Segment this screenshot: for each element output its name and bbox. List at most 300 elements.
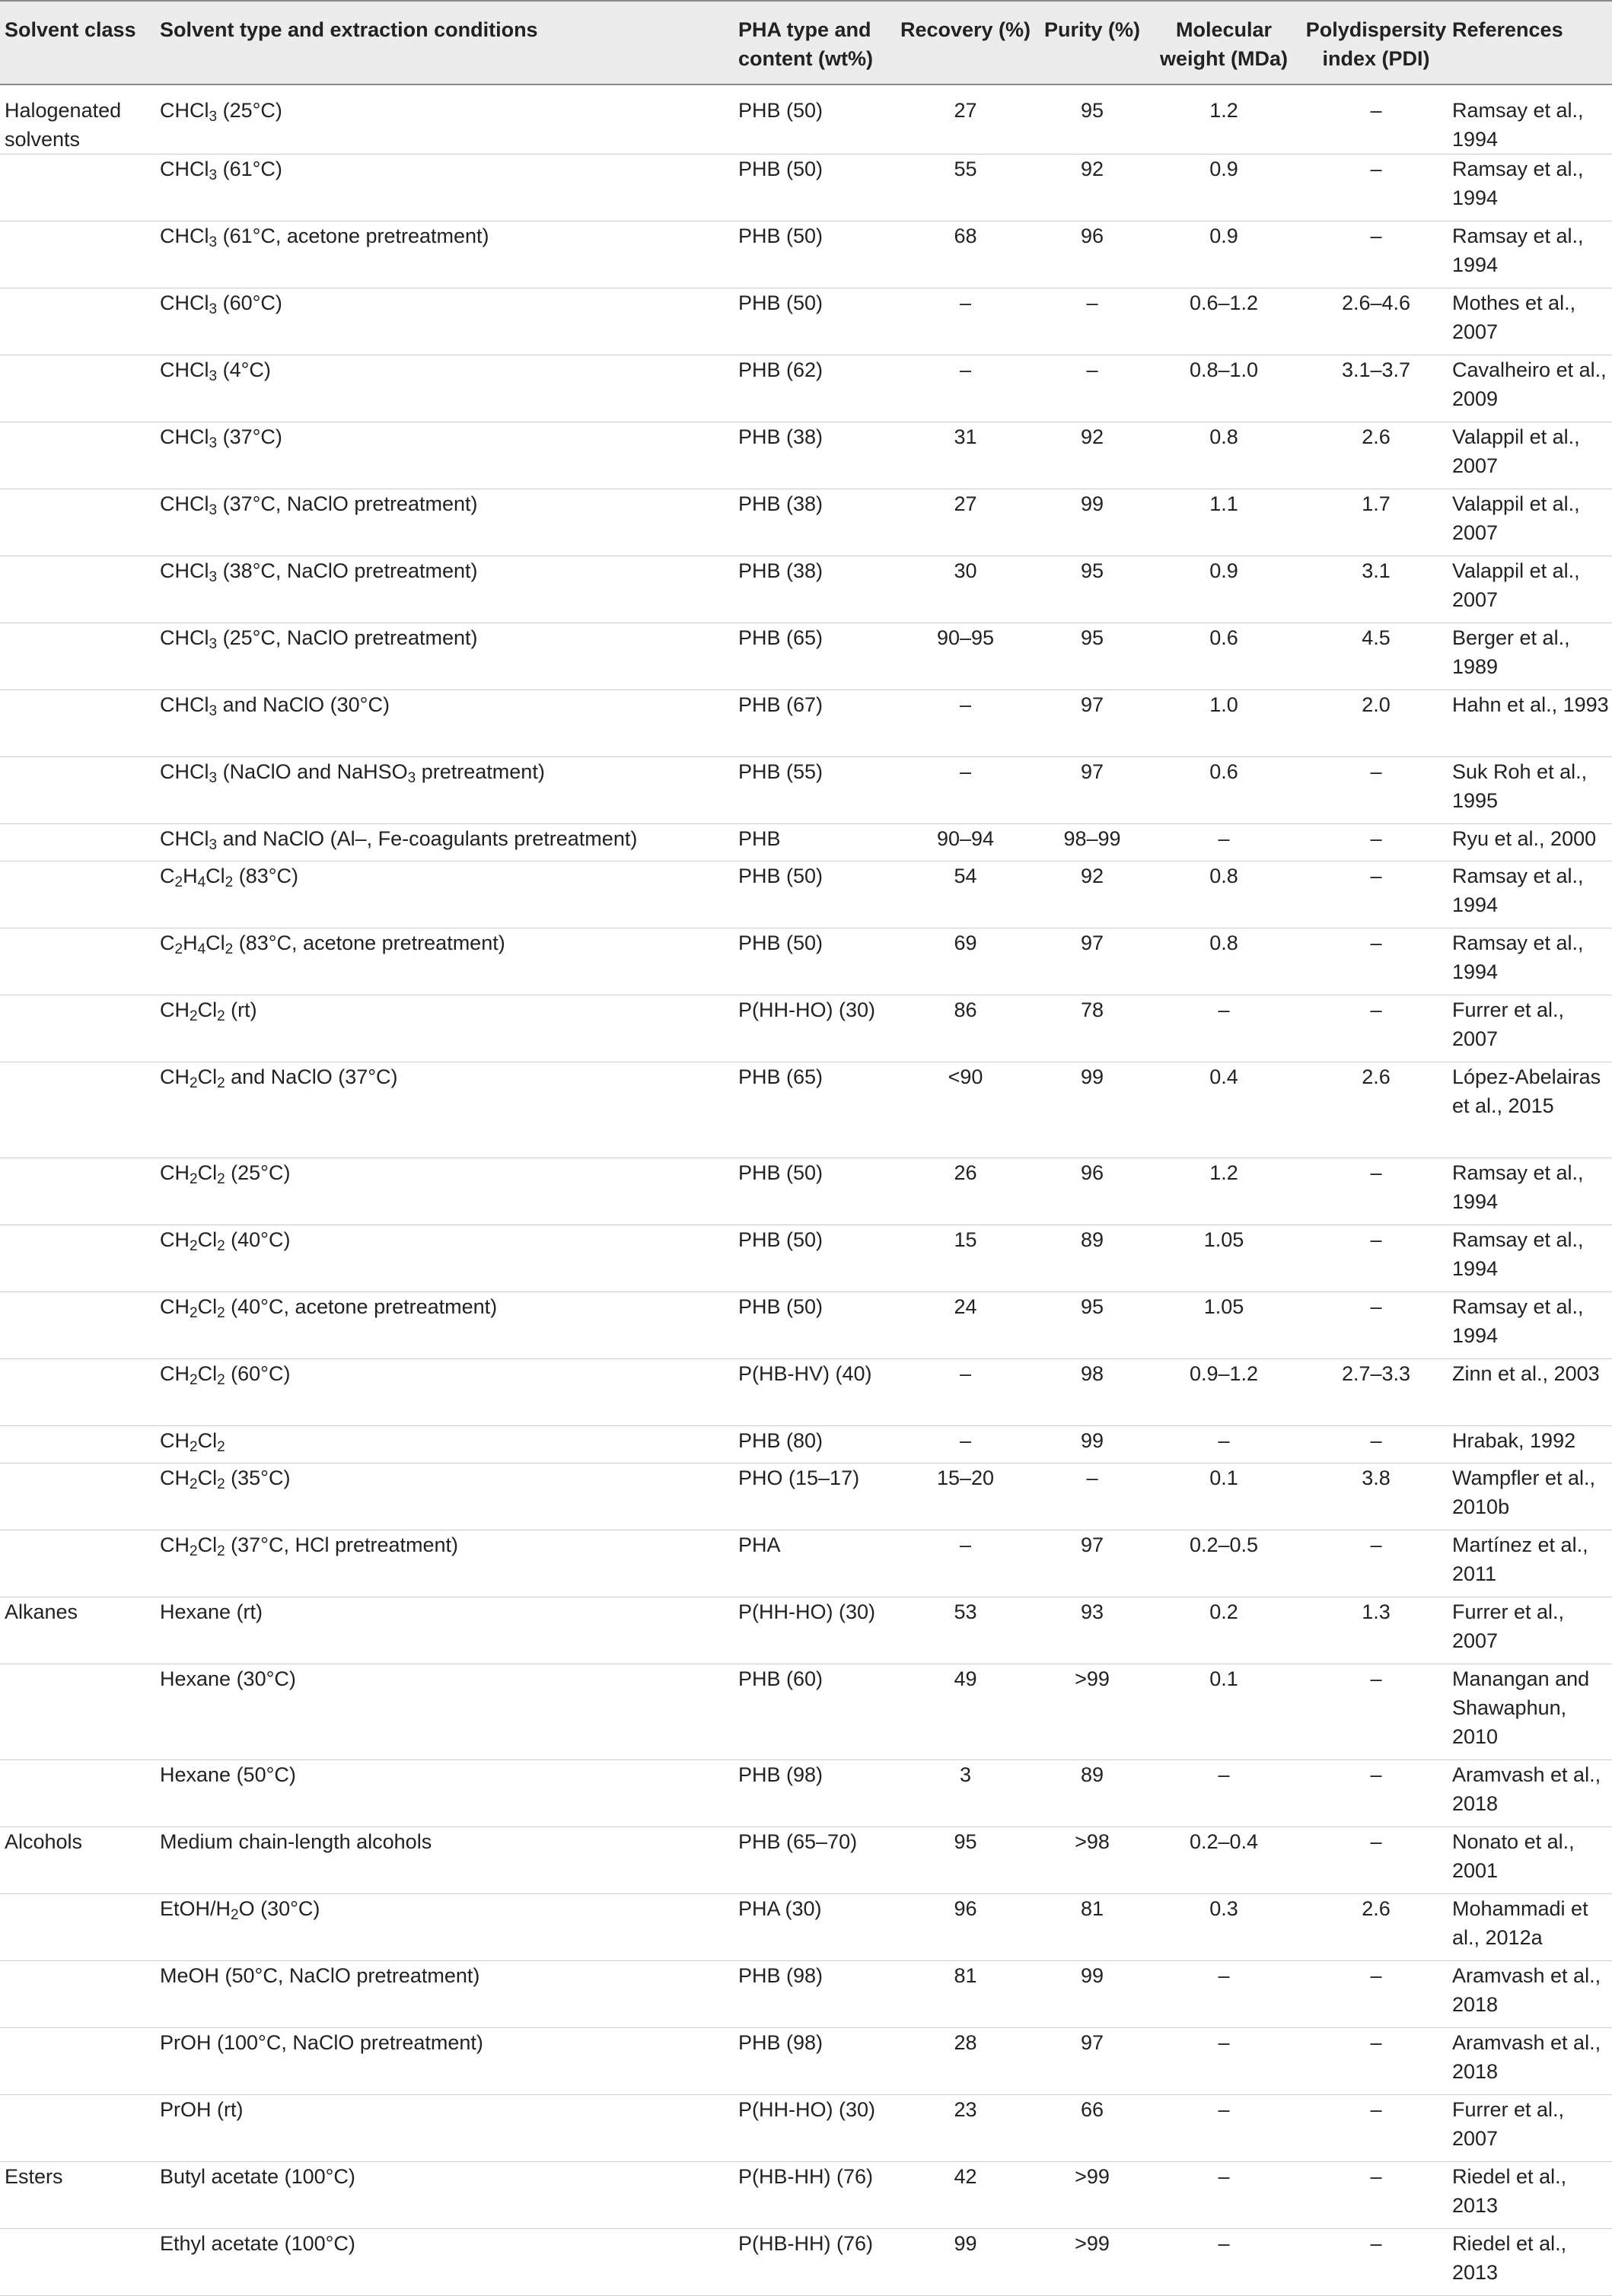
cell-pdi: –: [1300, 1225, 1452, 1292]
cell-solvent-type: $CH_2Cl_2$ (40°C, acetone pretreatment): [160, 1292, 738, 1359]
cell-recovery: 95: [894, 1827, 1037, 1894]
cell-solvent-type: CHCl$_3$ (61°C): [160, 154, 738, 221]
cell-pha-type: PHB (38): [738, 489, 894, 556]
cell-reference: Valappil et al., 2007: [1452, 422, 1612, 489]
cell-solvent-class: [0, 1292, 160, 1359]
cell-recovery: 86: [894, 995, 1037, 1062]
cell-purity: 92: [1037, 154, 1148, 221]
cell-solvent-type: $CH_2Cl_2$ (40°C): [160, 1225, 738, 1292]
cell-pdi: –: [1300, 84, 1452, 154]
cell-pdi: 3.1: [1300, 556, 1452, 623]
cell-molecular-weight: 0.2–0.4: [1148, 1827, 1300, 1894]
header-solvent-type: Solvent type and extraction conditions: [160, 1, 738, 84]
cell-reference: Aramvash et al., 2018: [1452, 2028, 1612, 2095]
cell-solvent-class: [0, 757, 160, 824]
cell-recovery: 26: [894, 1158, 1037, 1225]
cell-molecular-weight: 0.1: [1148, 1463, 1300, 1530]
cell-pha-type: P(HB-HH) (76): [738, 2162, 894, 2229]
cell-pdi: –: [1300, 995, 1452, 1062]
cell-molecular-weight: –: [1148, 2095, 1300, 2162]
cell-recovery: 23: [894, 2095, 1037, 2162]
cell-solvent-type: EtOH/$H_2O$ (30°C): [160, 1894, 738, 1961]
cell-solvent-type: Ethyl acetate (100°C): [160, 2229, 738, 2296]
cell-recovery: 24: [894, 1292, 1037, 1359]
cell-purity: 97: [1037, 757, 1148, 824]
cell-reference: López-Abelairas et al., 2015: [1452, 1062, 1612, 1158]
cell-pha-type: PHB (55): [738, 757, 894, 824]
cell-molecular-weight: 0.8: [1148, 861, 1300, 928]
cell-solvent-class: [0, 1961, 160, 2028]
table-row: [0, 995, 1612, 1062]
cell-pha-type: PHO (15–17): [738, 1463, 894, 1530]
cell-reference: Ryu et al., 2000: [1452, 824, 1612, 861]
cell-pdi: 1.3: [1300, 1597, 1452, 1664]
cell-pha-type: PHB (98): [738, 1760, 894, 1827]
cell-reference: Ramsay et al., 1994: [1452, 1158, 1612, 1225]
cell-pha-type: PHB (50): [738, 1292, 894, 1359]
table-row: [0, 2162, 1612, 2229]
cell-pha-type: PHB (62): [738, 355, 894, 422]
cell-solvent-type: $CH_2Cl_2$ (37°C, HCl pretreatment): [160, 1530, 738, 1597]
cell-molecular-weight: –: [1148, 2229, 1300, 2296]
cell-solvent-type: Hexane (50°C): [160, 1760, 738, 1827]
cell-pha-type: PHB (38): [738, 422, 894, 489]
cell-purity: 78: [1037, 995, 1148, 1062]
cell-purity: 95: [1037, 623, 1148, 690]
cell-molecular-weight: 0.8: [1148, 422, 1300, 489]
cell-recovery: 96: [894, 1894, 1037, 1961]
cell-pdi: –: [1300, 824, 1452, 861]
cell-purity: 99: [1037, 1426, 1148, 1463]
cell-purity: 95: [1037, 1292, 1148, 1359]
table-row: [0, 1597, 1612, 1664]
cell-pha-type: PHB (67): [738, 690, 894, 757]
cell-recovery: 15–20: [894, 1463, 1037, 1530]
cell-solvent-type: $C_2H_4Cl_2$ (83°C): [160, 861, 738, 928]
table-row: [0, 757, 1612, 824]
cell-pha-type: PHB (98): [738, 1961, 894, 2028]
cell-purity: –: [1037, 1463, 1148, 1530]
cell-reference: Ramsay et al., 1994: [1452, 928, 1612, 995]
cell-recovery: 81: [894, 1961, 1037, 2028]
cell-recovery: 3: [894, 1760, 1037, 1827]
cell-solvent-class: [0, 995, 160, 1062]
cell-purity: 97: [1037, 2028, 1148, 2095]
cell-solvent-class: [0, 1359, 160, 1426]
cell-solvent-class: [0, 2095, 160, 2162]
cell-molecular-weight: 0.6: [1148, 623, 1300, 690]
cell-purity: 95: [1037, 556, 1148, 623]
cell-pdi: 4.5: [1300, 623, 1452, 690]
cell-reference: Ramsay et al., 1994: [1452, 84, 1612, 154]
header-polydispersity-index: Polydispersity index (PDI): [1300, 1, 1452, 84]
cell-pha-type: PHB (50): [738, 154, 894, 221]
cell-pha-type: PHB (65): [738, 1062, 894, 1158]
cell-pha-type: PHA (30): [738, 1894, 894, 1961]
cell-pdi: 2.6: [1300, 422, 1452, 489]
cell-purity: 98: [1037, 1359, 1148, 1426]
cell-reference: Wampfler et al., 2010b: [1452, 1463, 1612, 1530]
cell-purity: 95: [1037, 84, 1148, 154]
table-row: [0, 1664, 1612, 1760]
cell-recovery: 90–95: [894, 623, 1037, 690]
cell-pha-type: PHB (60): [738, 1664, 894, 1760]
cell-molecular-weight: –: [1148, 2028, 1300, 2095]
cell-recovery: –: [894, 757, 1037, 824]
cell-solvent-class: [0, 1463, 160, 1530]
cell-solvent-class: [0, 2028, 160, 2095]
cell-pdi: 2.0: [1300, 690, 1452, 757]
cell-solvent-class: [0, 2229, 160, 2296]
cell-molecular-weight: 1.2: [1148, 1158, 1300, 1225]
header-pha-type: PHA type and content (wt%): [738, 1, 894, 84]
cell-solvent-type: CHCl$_3$ (25°C, NaClO pretreatment): [160, 623, 738, 690]
cell-pha-type: PHB (65–70): [738, 1827, 894, 1894]
cell-purity: 81: [1037, 1894, 1148, 1961]
cell-solvent-class: [0, 288, 160, 355]
cell-molecular-weight: 0.4: [1148, 1062, 1300, 1158]
cell-reference: Riedel et al., 2013: [1452, 2229, 1612, 2296]
cell-solvent-class: [0, 824, 160, 861]
cell-recovery: <90: [894, 1062, 1037, 1158]
cell-solvent-type: $CH_2Cl_2$: [160, 1426, 738, 1463]
table-row: [0, 2229, 1612, 2296]
cell-reference: Mothes et al., 2007: [1452, 288, 1612, 355]
cell-pha-type: PHB: [738, 824, 894, 861]
table-row: [0, 861, 1612, 928]
cell-molecular-weight: 1.1: [1148, 489, 1300, 556]
cell-pdi: 3.1–3.7: [1300, 355, 1452, 422]
cell-solvent-type: Hexane (30°C): [160, 1664, 738, 1760]
cell-pdi: –: [1300, 2162, 1452, 2229]
cell-solvent-type: CHCl$_3$ (25°C): [160, 84, 738, 154]
cell-recovery: 55: [894, 154, 1037, 221]
table-row: [0, 1158, 1612, 1225]
cell-solvent-class: [0, 154, 160, 221]
cell-pha-type: PHB (50): [738, 1158, 894, 1225]
cell-pdi: –: [1300, 1426, 1452, 1463]
cell-molecular-weight: 0.1: [1148, 1664, 1300, 1760]
cell-recovery: 31: [894, 422, 1037, 489]
cell-pdi: –: [1300, 1158, 1452, 1225]
cell-recovery: 15: [894, 1225, 1037, 1292]
table-row: [0, 690, 1612, 757]
cell-solvent-type: $CH_2Cl_2$ (25°C): [160, 1158, 738, 1225]
cell-recovery: 90–94: [894, 824, 1037, 861]
cell-recovery: –: [894, 355, 1037, 422]
cell-recovery: –: [894, 690, 1037, 757]
cell-molecular-weight: 0.9–1.2: [1148, 1359, 1300, 1426]
cell-solvent-type: $CH_2Cl_2$ (rt): [160, 995, 738, 1062]
cell-purity: –: [1037, 288, 1148, 355]
table-row: [0, 422, 1612, 489]
table-row: [0, 1426, 1612, 1463]
cell-solvent-class: [0, 1158, 160, 1225]
cell-reference: Manangan and Shawaphun, 2010: [1452, 1664, 1612, 1760]
cell-molecular-weight: 0.9: [1148, 221, 1300, 288]
cell-pha-type: PHB (38): [738, 556, 894, 623]
table-row: [0, 1894, 1612, 1961]
header-references: References: [1452, 1, 1612, 84]
cell-pha-type: PHB (50): [738, 861, 894, 928]
cell-purity: 96: [1037, 221, 1148, 288]
cell-pdi: –: [1300, 2229, 1452, 2296]
cell-pha-type: PHB (80): [738, 1426, 894, 1463]
cell-solvent-class: [0, 1664, 160, 1760]
table-row: [0, 2095, 1612, 2162]
cell-pha-type: P(HH-HO) (30): [738, 995, 894, 1062]
cell-solvent-type: $CH_2Cl_2$ (60°C): [160, 1359, 738, 1426]
cell-solvent-class: [0, 221, 160, 288]
cell-solvent-type: CHCl$_3$ and NaClO (30°C): [160, 690, 738, 757]
cell-pdi: –: [1300, 861, 1452, 928]
cell-molecular-weight: 1.0: [1148, 690, 1300, 757]
cell-purity: 92: [1037, 422, 1148, 489]
cell-reference: Valappil et al., 2007: [1452, 556, 1612, 623]
cell-reference: Berger et al., 1989: [1452, 623, 1612, 690]
cell-solvent-class: [0, 1760, 160, 1827]
cell-recovery: 27: [894, 489, 1037, 556]
cell-solvent-type: $CH_2Cl_2$ and NaClO (37°C): [160, 1062, 738, 1158]
cell-purity: >98: [1037, 1827, 1148, 1894]
cell-reference: Cavalheiro et al., 2009: [1452, 355, 1612, 422]
cell-purity: 99: [1037, 489, 1148, 556]
cell-purity: 97: [1037, 690, 1148, 757]
header-solvent-class: Solvent class: [0, 1, 160, 84]
cell-molecular-weight: 0.2: [1148, 1597, 1300, 1664]
cell-molecular-weight: 0.6: [1148, 757, 1300, 824]
cell-recovery: 53: [894, 1597, 1037, 1664]
table-row: [0, 1225, 1612, 1292]
cell-solvent-class: [0, 861, 160, 928]
table-row: [0, 1359, 1612, 1426]
table-row: [0, 1760, 1612, 1827]
cell-recovery: 69: [894, 928, 1037, 995]
table-row: [0, 1292, 1612, 1359]
cell-molecular-weight: 0.6–1.2: [1148, 288, 1300, 355]
cell-purity: 99: [1037, 1961, 1148, 2028]
cell-molecular-weight: –: [1148, 1961, 1300, 2028]
table-body: [0, 84, 1612, 2296]
cell-pdi: 3.8: [1300, 1463, 1452, 1530]
cell-solvent-type: Butyl acetate (100°C): [160, 2162, 738, 2229]
cell-reference: Furrer et al., 2007: [1452, 1597, 1612, 1664]
cell-solvent-class: [0, 690, 160, 757]
cell-pdi: –: [1300, 1760, 1452, 1827]
cell-reference: Ramsay et al., 1994: [1452, 221, 1612, 288]
cell-recovery: 49: [894, 1664, 1037, 1760]
cell-solvent-class: [0, 556, 160, 623]
cell-reference: Aramvash et al., 2018: [1452, 1961, 1612, 2028]
cell-purity: 89: [1037, 1760, 1148, 1827]
cell-purity: 97: [1037, 1530, 1148, 1597]
cell-reference: Mohammadi et al., 2012a: [1452, 1894, 1612, 1961]
cell-pdi: –: [1300, 1292, 1452, 1359]
cell-reference: Ramsay et al., 1994: [1452, 154, 1612, 221]
cell-pha-type: P(HB-HH) (76): [738, 2229, 894, 2296]
cell-pdi: –: [1300, 2028, 1452, 2095]
cell-molecular-weight: 0.9: [1148, 556, 1300, 623]
cell-molecular-weight: –: [1148, 824, 1300, 861]
cell-reference: Hahn et al., 1993: [1452, 690, 1612, 757]
cell-pdi: –: [1300, 1664, 1452, 1760]
table-row: [0, 2028, 1612, 2095]
cell-solvent-type: CHCl$_3$ (61°C, acetone pretreatment): [160, 221, 738, 288]
cell-recovery: 27: [894, 84, 1037, 154]
cell-pha-type: PHB (50): [738, 221, 894, 288]
cell-reference: Ramsay et al., 1994: [1452, 1225, 1612, 1292]
cell-purity: 93: [1037, 1597, 1148, 1664]
cell-purity: 98–99: [1037, 824, 1148, 861]
cell-recovery: 54: [894, 861, 1037, 928]
cell-recovery: 42: [894, 2162, 1037, 2229]
cell-reference: Ramsay et al., 1994: [1452, 861, 1612, 928]
cell-purity: >99: [1037, 2162, 1148, 2229]
cell-recovery: –: [894, 1426, 1037, 1463]
table-header-row: [0, 1, 1612, 84]
header-purity: Purity (%): [1037, 1, 1148, 84]
cell-solvent-class: [0, 1225, 160, 1292]
cell-purity: >99: [1037, 1664, 1148, 1760]
cell-solvent-type: CHCl$_3$ (37°C, NaClO pretreatment): [160, 489, 738, 556]
cell-purity: 92: [1037, 861, 1148, 928]
table-row: [0, 928, 1612, 995]
cell-molecular-weight: –: [1148, 1426, 1300, 1463]
cell-reference: Martínez et al., 2011: [1452, 1530, 1612, 1597]
cell-pdi: 2.6: [1300, 1894, 1452, 1961]
cell-molecular-weight: –: [1148, 995, 1300, 1062]
cell-solvent-type: $C_2H_4Cl_2$ (83°C, acetone pretreatment): [160, 928, 738, 995]
cell-solvent-type: $CH_2Cl_2$ (35°C): [160, 1463, 738, 1530]
cell-pha-type: PHB (50): [738, 1225, 894, 1292]
cell-solvent-type: CHCl$_3$ (4°C): [160, 355, 738, 422]
cell-pha-type: P(HB-HV) (40): [738, 1359, 894, 1426]
cell-solvent-class: [0, 1894, 160, 1961]
cell-reference: Furrer et al., 2007: [1452, 2095, 1612, 2162]
cell-molecular-weight: –: [1148, 1760, 1300, 1827]
cell-solvent-class: [0, 1530, 160, 1597]
cell-pha-type: PHB (50): [738, 84, 894, 154]
cell-purity: 97: [1037, 928, 1148, 995]
cell-molecular-weight: 0.8: [1148, 928, 1300, 995]
cell-solvent-type: PrOH (100°C, NaClO pretreatment): [160, 2028, 738, 2095]
cell-pdi: –: [1300, 1827, 1452, 1894]
cell-reference: Zinn et al., 2003: [1452, 1359, 1612, 1426]
cell-solvent-type: Medium chain-length alcohols: [160, 1827, 738, 1894]
cell-reference: Aramvash et al., 2018: [1452, 1760, 1612, 1827]
cell-purity: 99: [1037, 1062, 1148, 1158]
cell-pdi: –: [1300, 221, 1452, 288]
cell-solvent-type: CHCl$_3$ (60°C): [160, 288, 738, 355]
cell-solvent-class: [0, 623, 160, 690]
table-row: [0, 1530, 1612, 1597]
cell-solvent-class: Alkanes: [0, 1597, 160, 1664]
table-row: [0, 1062, 1612, 1158]
cell-pdi: 1.7: [1300, 489, 1452, 556]
cell-reference: Riedel et al., 2013: [1452, 2162, 1612, 2229]
table-row: [0, 824, 1612, 861]
cell-solvent-type: CHCl$_3$ and NaClO (Al–, Fe-coagulants pretreatment): [160, 824, 738, 861]
cell-recovery: –: [894, 1359, 1037, 1426]
cell-solvent-type: CHCl$_3$ (38°C, NaClO pretreatment): [160, 556, 738, 623]
cell-pdi: –: [1300, 928, 1452, 995]
cell-solvent-class: [0, 1062, 160, 1158]
cell-reference: Valappil et al., 2007: [1452, 489, 1612, 556]
cell-solvent-class: [0, 355, 160, 422]
cell-pha-type: P(HH-HO) (30): [738, 2095, 894, 2162]
cell-recovery: –: [894, 1530, 1037, 1597]
table-row: [0, 1827, 1612, 1894]
cell-purity: >99: [1037, 2229, 1148, 2296]
table-row: [0, 154, 1612, 221]
table-row: [0, 489, 1612, 556]
cell-molecular-weight: 1.2: [1148, 84, 1300, 154]
cell-pdi: 2.7–3.3: [1300, 1359, 1452, 1426]
cell-solvent-class: Halogenated solvents: [0, 84, 160, 154]
table-row: [0, 556, 1612, 623]
cell-pha-type: PHB (65): [738, 623, 894, 690]
cell-molecular-weight: 0.3: [1148, 1894, 1300, 1961]
cell-pdi: –: [1300, 2095, 1452, 2162]
cell-molecular-weight: 0.8–1.0: [1148, 355, 1300, 422]
cell-solvent-type: PrOH (rt): [160, 2095, 738, 2162]
cell-solvent-type: Hexane (rt): [160, 1597, 738, 1664]
cell-molecular-weight: –: [1148, 2162, 1300, 2229]
cell-pdi: 2.6: [1300, 1062, 1452, 1158]
cell-solvent-class: [0, 928, 160, 995]
cell-purity: 96: [1037, 1158, 1148, 1225]
cell-solvent-type: CHCl$_3$ (NaClO and NaHSO$_3$ pretreatment): [160, 757, 738, 824]
cell-solvent-type: MeOH (50°C, NaClO pretreatment): [160, 1961, 738, 2028]
cell-reference: Suk Roh et al., 1995: [1452, 757, 1612, 824]
cell-pdi: –: [1300, 757, 1452, 824]
cell-purity: 89: [1037, 1225, 1148, 1292]
cell-solvent-class: Alcohols: [0, 1827, 160, 1894]
cell-recovery: 28: [894, 2028, 1037, 2095]
cell-pha-type: PHB (98): [738, 2028, 894, 2095]
table-row: [0, 1463, 1612, 1530]
cell-recovery: –: [894, 288, 1037, 355]
cell-solvent-class: Esters: [0, 2162, 160, 2229]
header-recovery: Recovery (%): [894, 1, 1037, 84]
cell-pdi: –: [1300, 1961, 1452, 2028]
cell-pha-type: PHB (50): [738, 288, 894, 355]
table-row: [0, 288, 1612, 355]
table-row: [0, 221, 1612, 288]
cell-pdi: –: [1300, 1530, 1452, 1597]
cell-molecular-weight: 1.05: [1148, 1225, 1300, 1292]
cell-purity: 66: [1037, 2095, 1148, 2162]
cell-pdi: 2.6–4.6: [1300, 288, 1452, 355]
cell-solvent-class: [0, 422, 160, 489]
header-molecular-weight: Molecular weight (MDa): [1148, 1, 1300, 84]
table-row: [0, 355, 1612, 422]
cell-reference: Furrer et al., 2007: [1452, 995, 1612, 1062]
cell-molecular-weight: 1.05: [1148, 1292, 1300, 1359]
cell-reference: Hrabak, 1992: [1452, 1426, 1612, 1463]
cell-solvent-type: CHCl$_3$ (37°C): [160, 422, 738, 489]
cell-molecular-weight: 0.9: [1148, 154, 1300, 221]
cell-reference: Nonato et al., 2001: [1452, 1827, 1612, 1894]
table-row: [0, 84, 1612, 154]
cell-recovery: 30: [894, 556, 1037, 623]
cell-molecular-weight: 0.2–0.5: [1148, 1530, 1300, 1597]
cell-recovery: 99: [894, 2229, 1037, 2296]
table-row: [0, 1961, 1612, 2028]
table-row: [0, 623, 1612, 690]
cell-reference: Ramsay et al., 1994: [1452, 1292, 1612, 1359]
cell-solvent-class: [0, 489, 160, 556]
